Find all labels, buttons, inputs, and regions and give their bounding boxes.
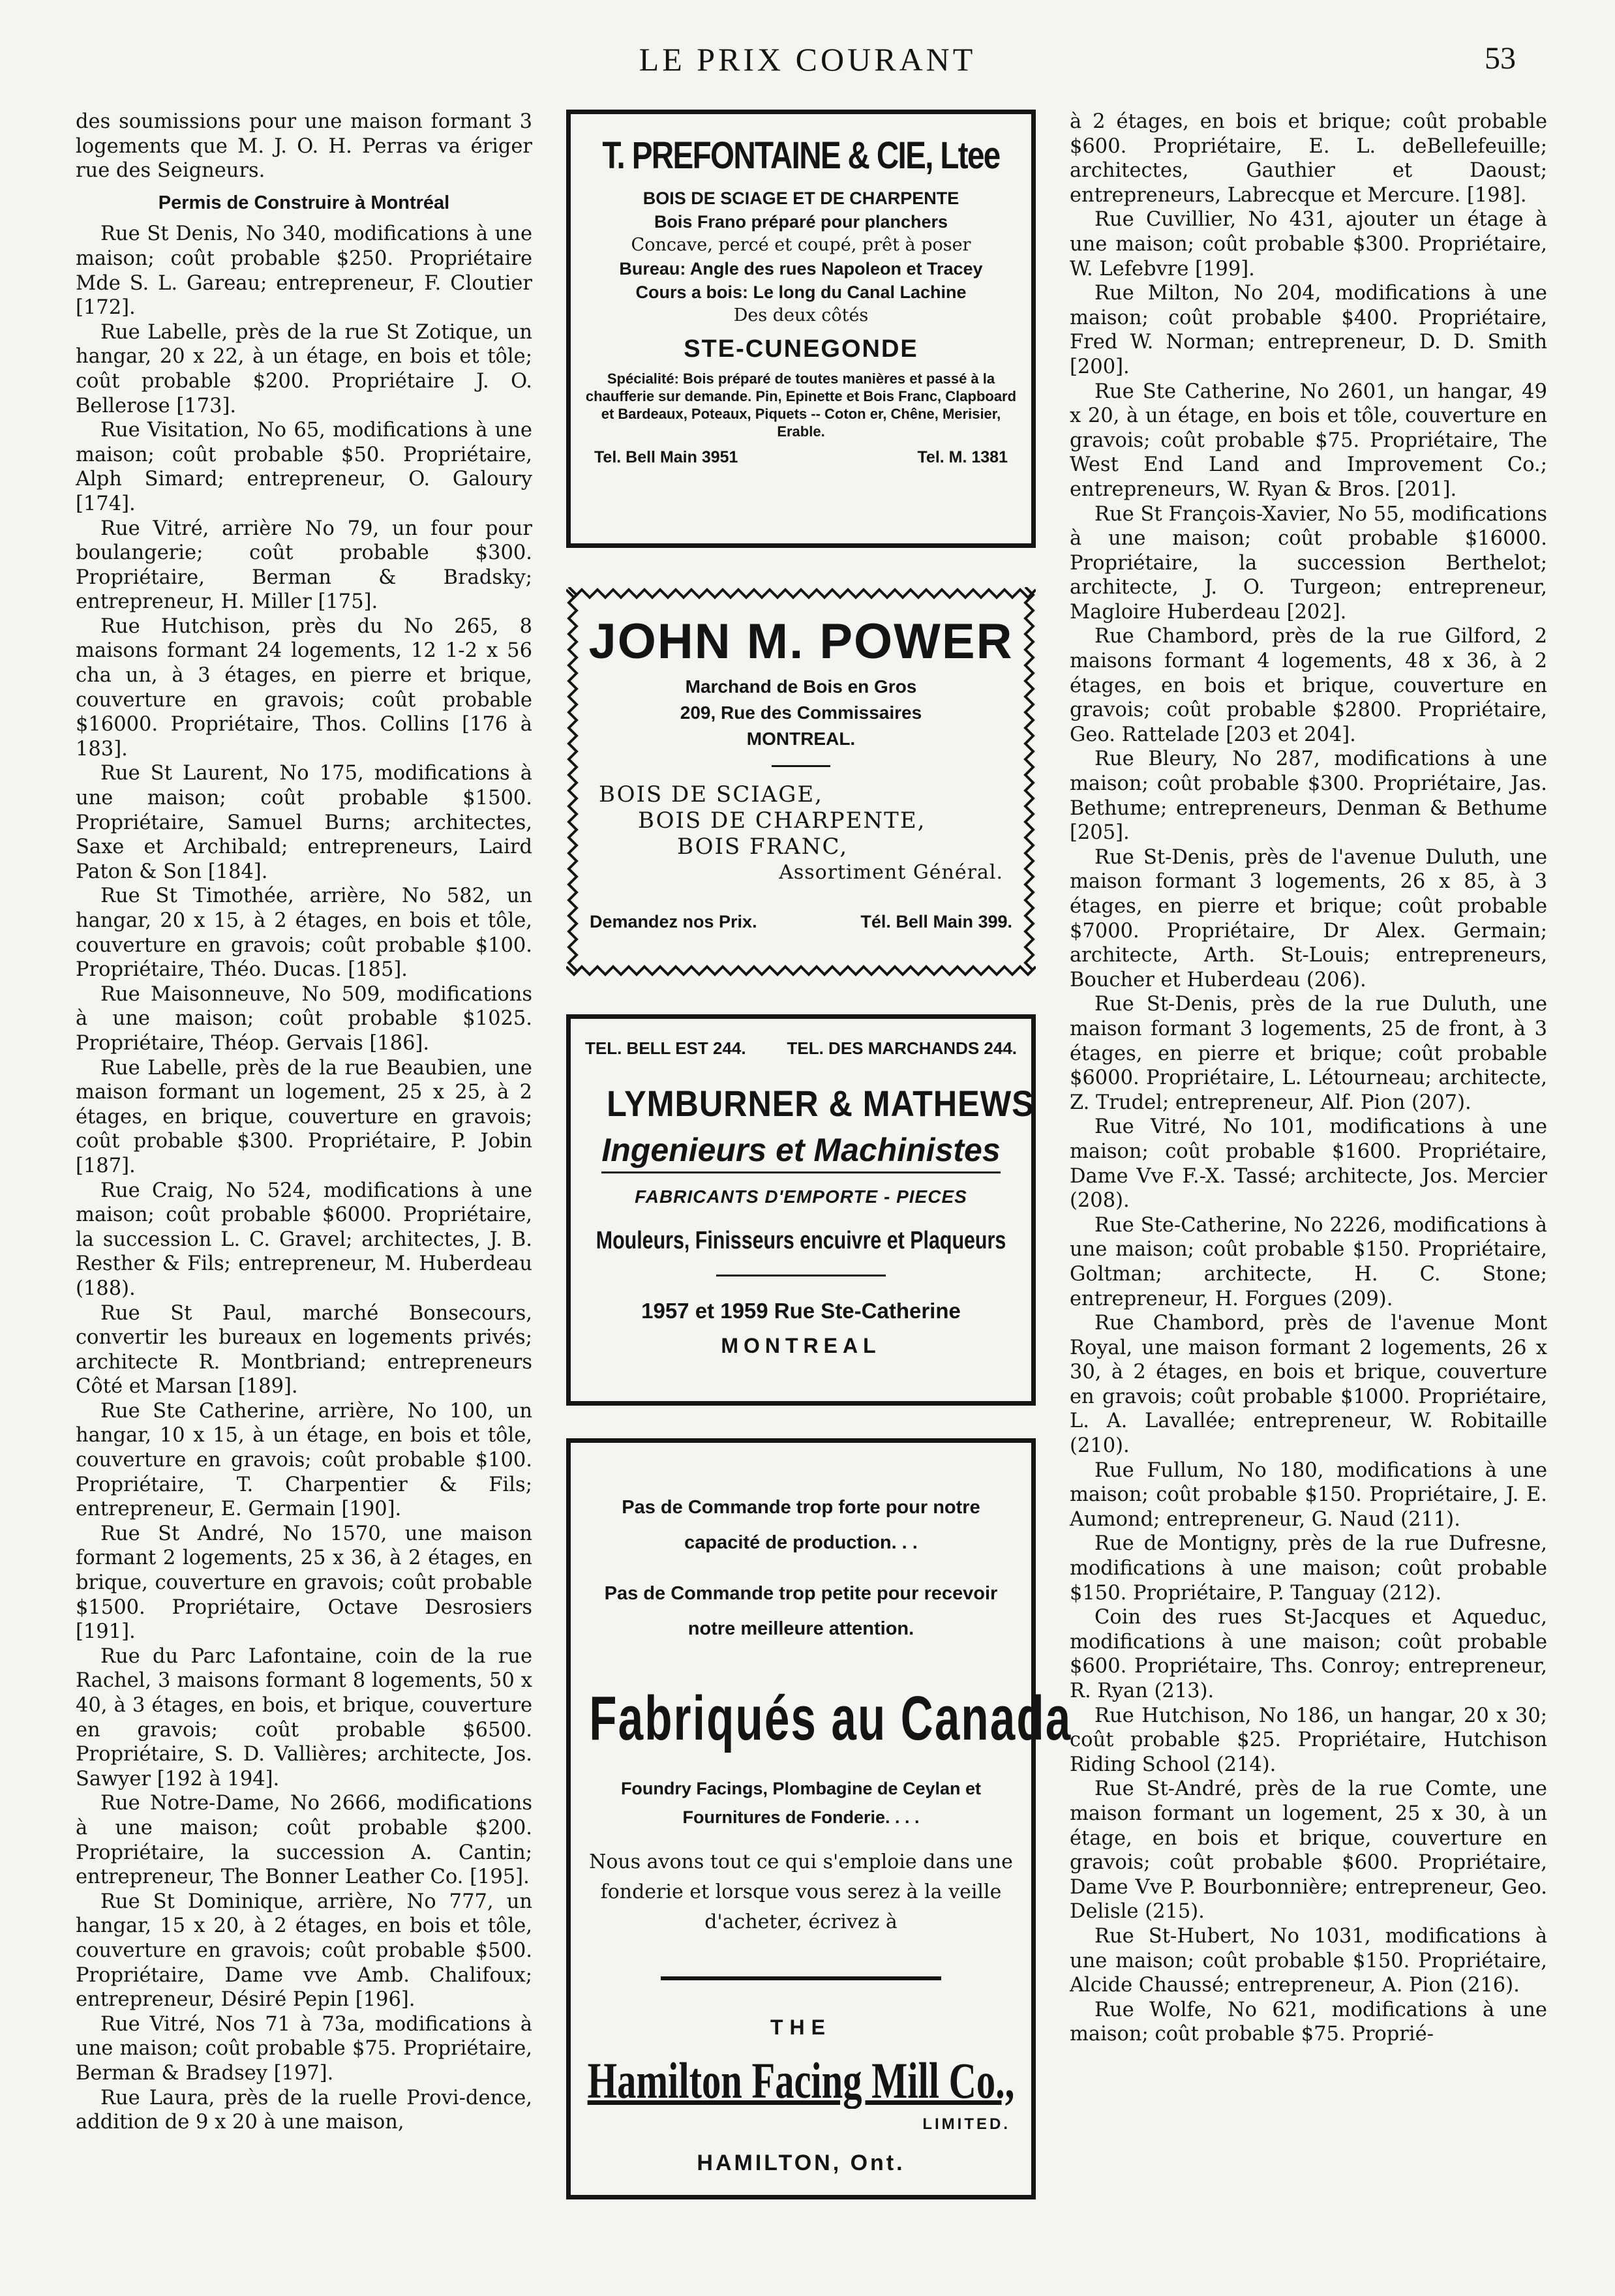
zigzag-border-bottom — [566, 964, 1036, 977]
zigzag-border-left — [566, 587, 579, 977]
permit-entry: Rue Ste Catherine, arrière, No 100, un hangar, 10 x 15, à un étage, en bois et tôle, couverture en gravois; coût probable $100. Propriétaire, T. Charpentier & Fils; entrepreneur, E. Germain [190]. — [76, 1399, 532, 1521]
permit-entry: Rue Bleury, No 287, modifications à une maison; coût probable $300. Propriétaire, Jas. Bethume; entrepreneurs, Denman & Bethume [205]. — [1070, 748, 1547, 845]
ad-hamilton-text: Nous avons tout ce qui s'emploie dans une fonderie et lorsque vous serez à la veille d'acheter, écrivez à — [589, 1850, 1013, 1933]
permit-entry: à 2 étages, en bois et brique; coût probable $600. Propriétaire, E. L. deBellefeuille; architectes, Gauthier et Daoust; entrepreneurs, Labrecque et Mercure. [198]. — [1070, 110, 1547, 207]
permit-entry: Rue Labelle, près de la rue St Zotique, un hangar, 20 x 22, à un étage, en bois et tôle; coût probable $200. Propriétaire J. O. Bellerose [173]. — [76, 320, 532, 417]
permit-entry: Rue Maisonneuve, No 509, modifications à une maison; coût probable $1025. Propriétaire, Théop. Gervais [186]. — [76, 982, 532, 1055]
permit-entry: Rue Vitré, Nos 71 à 73a, modifications à une maison; coût probable $75. Propriétaire, Berman & Bradsey [197]. — [76, 2012, 532, 2085]
phone-right: TEL. DES MARCHANDS 244. — [787, 1038, 1017, 1058]
product-line: BOIS DE CHARPENTE, — [638, 808, 926, 834]
ad-lymburner-name: LYMBURNER & MATHEWS — [607, 1083, 1034, 1124]
ad-prefontaine — [566, 110, 1036, 548]
permit-list-left — [76, 222, 532, 2134]
permit-entry: Rue Ste-Catherine, No 2226, modifications à une maison; coût probable $150. Propriétaire, Goltman; architecte, H. C. Stone; entrepreneur, H. Forgues (209). — [1070, 1213, 1547, 1310]
ad-lymburner-tagline: Ingenieurs et Machinistes — [601, 1131, 1000, 1173]
phone-right: Tel. M. 1381 — [917, 448, 1008, 466]
ad-hamilton-limited: LIMITED. — [922, 2115, 1010, 2133]
ad-power-name: JOHN M. POWER — [588, 614, 1014, 669]
ad-power-footer — [586, 912, 1016, 932]
permit-entry: Rue St Denis, No 340, modifications à une maison; coût probable $250. Propriétaire Mde S. L. Gareau; entrepreneur, F. Cloutier [172]. — [76, 222, 532, 320]
permit-entry: Rue du Parc Lafontaine, coin de la rue Rachel, 3 maisons formant 8 logements, 50 x 40, à 3 étages, en bois, et brique, couverture en gravois; coût probable $6500. Propriétaire, S. D. Vallières; architecte, Jos. Sawyer [192 à 194]. — [76, 1644, 532, 1790]
ad-lymburner-fabricants: FABRICANTS D'EMPORTE - PIECES — [635, 1186, 967, 1207]
permit-entry: Rue Vitré, arrière No 79, un four pour boulangerie; coût probable $300. Propriétaire, Berman & Bradsky; entrepreneur, H. Miller [175]. — [76, 517, 532, 614]
ad-power-line: MONTREAL. — [746, 729, 856, 749]
ad-prefontaine-place: STE-CUNEGONDE — [684, 335, 918, 363]
ad-hamilton-headline: Fabriqués au Canada — [589, 1684, 1072, 1753]
ad-power-products — [586, 781, 1016, 886]
ad-power-phone: Tél. Bell Main 399. — [860, 912, 1012, 931]
ad-hamilton-slogan: Pas de Commande trop petite pour recevoir notre meilleure attention. — [604, 1583, 998, 1639]
permit-entry: Rue Ste Catherine, No 2601, un hangar, 49 x 20, à un étage, en bois et tôle, couverture en gravois; coût probable $75. Propriétaire, The West End Land and Improvement Co.; entrepreneurs, W. Ryan & Bros. [201]. — [1070, 380, 1547, 501]
permit-entry: Rue Cuvillier, No 431, ajouter un étage à une maison; coût probable $300. Propriétaire, W. Lefebvre [199]. — [1070, 208, 1547, 280]
permit-entry: Rue St-André, près de la rue Comte, une maison formant un logement, 25 x 30, à un étage, en bois et brique, couverture en gravois; coût probable $600. Propriétaire, Dame Vve P. Bourbonnière; entrepreneur, Geo. Delisle (215). — [1070, 1777, 1547, 1924]
journal-title: LE PRIX COURANT — [639, 41, 976, 78]
permit-entry: Rue St-Hubert, No 1031, modifications à une maison; coût probable $150. Propriétaire, Alcide Chaussé; entrepreneur, A. Pion (216). — [1070, 1924, 1547, 1997]
permit-entry: Rue St Dominique, arrière, No 777, un hangar, 15 x 20, à 2 étages, en bois et tôle, couverture en gravois; coût probable $500. Propriétaire, Dame vve Amb. Chalifoux; entrepreneur, Désiré Pepin [196]. — [76, 1890, 532, 2012]
permit-entry: Rue St André, No 1570, une maison formant 2 logements, 25 x 36, à 2 étages, en brique, couverture en gravois; coût probable $1500. Propriétaire, Octave Desrosiers [191]. — [76, 1522, 532, 1644]
permit-entry: Rue Craig, No 524, modifications à une maison; coût probable $6000. Propriétaire, la succession L. C. Gravel; architectes, J. B. Resther & Fils; entrepreneur, M. Huberdeau (188). — [76, 1179, 532, 1300]
ad-prefontaine-name: T. PREFONTAINE & CIE, Ltee — [602, 134, 1000, 177]
permit-entry: Rue Fullum, No 180, modifications à une maison; coût probable $150. Propriétaire, J. E. Aumond; entrepreneur, G. Naud (211). — [1070, 1458, 1547, 1531]
ad-lymburner-city: MONTREAL — [721, 1334, 881, 1357]
zigzag-border-right — [1023, 587, 1036, 977]
permit-entry: Rue Notre-Dame, No 2666, modifications à une maison; coût probable $200. Propriétaire, la succession A. Cantin; entrepreneur, The Bonner Leather Co. [195]. — [76, 1792, 532, 1889]
ad-prefontaine-line: Cours a bois: Le long du Canal Lachine — [635, 282, 967, 302]
page-number: 53 — [1485, 41, 1516, 76]
permit-entry: Rue de Montigny, près de la rue Dufresne, modifications à une maison; coût probable $150. Propriétaire, P. Tanguay (212). — [1070, 1532, 1547, 1605]
permit-entry: Rue St Laurent, No 175, modifications à une maison; coût probable $1500. Propriétaire, Samuel Burns; architectes, Saxe et Archibald; entrepreneurs, Laird Paton & Son [184]. — [76, 762, 532, 883]
permit-entry: Rue St-Denis, près de la rue Duluth, une maison formant 3 logements, 25 de front, à 3 étages, en pierre et brique; coût probable $6000. Propriétaire, L. Létourneau; architecte, Z. Trudel; entrepreneur, Alf. Pion (207). — [1070, 993, 1547, 1114]
permit-entry: Rue Visitation, No 65, modifications à une maison; coût probable $50. Propriétaire, Alph Simard; entrepreneur, O. Galoury [174]. — [76, 419, 532, 515]
permit-entry: Rue Milton, No 204, modifications à une maison; coût probable $400. Propriétaire, Fred W. Norman; entrepreneur, D. D. Smith [200]. — [1070, 282, 1547, 378]
permit-entry: Rue Hutchison, près du No 265, 8 maisons formant 24 logements, 12 1-2 x 56 cha un, à 3 étages, en pierre et brique, couverture en gravois; coût probable $16000. Propriétaire, Thos. Collins [176 à 183]. — [76, 614, 532, 761]
product-line: Assortiment Général. — [779, 861, 1003, 884]
ad-hamilton-the: THE — [770, 2016, 832, 2039]
permit-entry: Rue St François-Xavier, No 55, modifications à une maison; coût probable $16000. Propriétaire, la succession Berthelot; architecte, J. O. Turgeon; entrepreneur, Magloire Huberdeau [202]. — [1070, 502, 1547, 624]
permit-entry: Rue St-Denis, près de l'avenue Duluth, une maison formant 3 logements, 26 x 85, à 3 étages, en pierre et brique; coût probable $7000. Propriétaire, Dr Alex. Germain; architecte, Arth. St-Louis; entrepreneurs, Boucher et Huberdeau (206). — [1070, 845, 1547, 991]
ad-lymburner-mouleurs: Mouleurs, Finisseurs encuivre et Plaqueurs — [596, 1227, 1006, 1254]
ad-prefontaine-line: Concave, percé et coupé, prêt à poser — [631, 235, 971, 255]
phone-left: TEL. BELL EST 244. — [585, 1038, 746, 1058]
permit-entry: Rue St Paul, marché Bonsecours, convertir les bureaux en logements privés; architecte R. Montbriand; entrepreneurs Côté et Marsan [189]. — [76, 1301, 532, 1398]
permit-entry: Rue Laura, près de la ruelle Provi-dence, addition de 9 x 20 à une maison, — [76, 2086, 532, 2134]
ad-prefontaine-specialty: Spécialité: Bois préparé de toutes manières et passé à la chaufferie sur demande. Pin, Epinette et Bois Franc, Clapboard et Bardeaux, Poteaux, Piquets -- Coton er, Chêne, Merisier, Erable. — [585, 370, 1017, 440]
ad-prefontaine-line: Bureau: Angle des rues Napoleon et Tracey — [619, 259, 983, 279]
ad-power — [566, 587, 1036, 977]
section-heading: Permis de Construire à Montréal — [158, 192, 450, 213]
product-line: BOIS FRANC, — [677, 834, 849, 860]
phone-left: Tel. Bell Main 3951 — [594, 448, 738, 466]
ad-prefontaine-phones — [585, 448, 1017, 467]
right-column — [1070, 110, 1547, 2047]
permit-entry: Rue St Timothée, arrière, No 582, un hangar, 20 x 15, à 2 étages, en bois et tôle, couverture en gravois; coût probable $100. Propriétaire, Théo. Ducas. [185]. — [76, 884, 532, 982]
ad-lymburner-phones — [585, 1038, 1017, 1059]
permit-entry: Rue Labelle, près de la rue Beaubien, une maison formant un logement, 25 x 25, à 2 étages, en brique, couverture en gravois; coût probable $300. Propriétaire, P. Jobin [187]. — [76, 1056, 532, 1177]
ad-power-prices: Demandez nos Prix. — [590, 912, 757, 931]
intro-paragraph: des soumissions pour une maison formant 3 logements que M. J. O. H. Perras va ériger rue des Seigneurs. — [76, 110, 532, 183]
ad-power-line: 209, Rue des Commissaires — [680, 702, 922, 723]
left-column — [76, 110, 532, 2135]
permit-list-right — [1070, 110, 1547, 2047]
permit-entry: Rue Hutchison, No 186, un hangar, 20 x 30; coût probable $25. Propriétaire, Hutchison Riding School (214). — [1070, 1704, 1547, 1776]
ad-hamilton-company: Hamilton Facing Mill Co., — [587, 2052, 1015, 2109]
ad-hamilton-products: Foundry Facings, Plombagine de Ceylan et Fournitures de Fonderie. . . . — [620, 1779, 982, 1827]
ad-lymburner-address: 1957 et 1959 Rue Ste-Catherine — [641, 1299, 961, 1323]
ad-lymburner — [566, 1014, 1036, 1406]
ad-prefontaine-line: BOIS DE SCIAGE ET DE CHARPENTE — [642, 189, 959, 208]
ad-hamilton-slogan: Pas de Commande trop forte pour notre capacité de production. . . — [622, 1497, 980, 1553]
ad-hamilton — [566, 1438, 1072, 2199]
permit-entry: Rue Wolfe, No 621, modifications à une maison; coût probable $75. Proprié- — [1070, 1998, 1547, 2046]
ad-prefontaine-line: Bois Frano préparé pour planchers — [654, 212, 948, 232]
zigzag-border-top — [566, 587, 1036, 600]
permit-entry: Rue Chambord, près de la rue Gilford, 2 maisons formant 4 logements, 48 x 36, à 2 étages, en bois et brique, couverture en gravois; coût probable $2800. Propriétaire, Geo. Rattelade [203 et 204]. — [1070, 625, 1547, 746]
ad-prefontaine-line: Des deux côtés — [733, 305, 869, 325]
permit-entry: Rue Chambord, près de l'avenue Mont Royal, une maison formant 2 logements, 26 x 30, à 2 étages, en bois et brique, couverture en gravois; coût probable $1000. Propriétaire, L. A. Lavallée; entrepreneur, W. Robitaille (210). — [1070, 1312, 1547, 1458]
divider — [661, 1976, 941, 1980]
ad-power-line: Marchand de Bois en Gros — [685, 676, 917, 697]
product-line: BOIS DE SCIAGE, — [599, 781, 823, 808]
divider — [772, 765, 830, 767]
permit-entry: Rue Vitré, No 101, modifications à une maison; coût probable $1600. Propriétaire, Dame Vve F.-X. Tassé; architecte, Jos. Mercier (208). — [1070, 1115, 1547, 1213]
ad-hamilton-town: HAMILTON, Ont. — [697, 2151, 905, 2175]
permit-entry: Coin des rues St-Jacques et Aqueduc, modifications à une maison; coût probable $600. Propriétaire, Ths. Conroy; entrepreneur, R. Ryan (213). — [1070, 1606, 1547, 1702]
divider — [716, 1275, 886, 1276]
